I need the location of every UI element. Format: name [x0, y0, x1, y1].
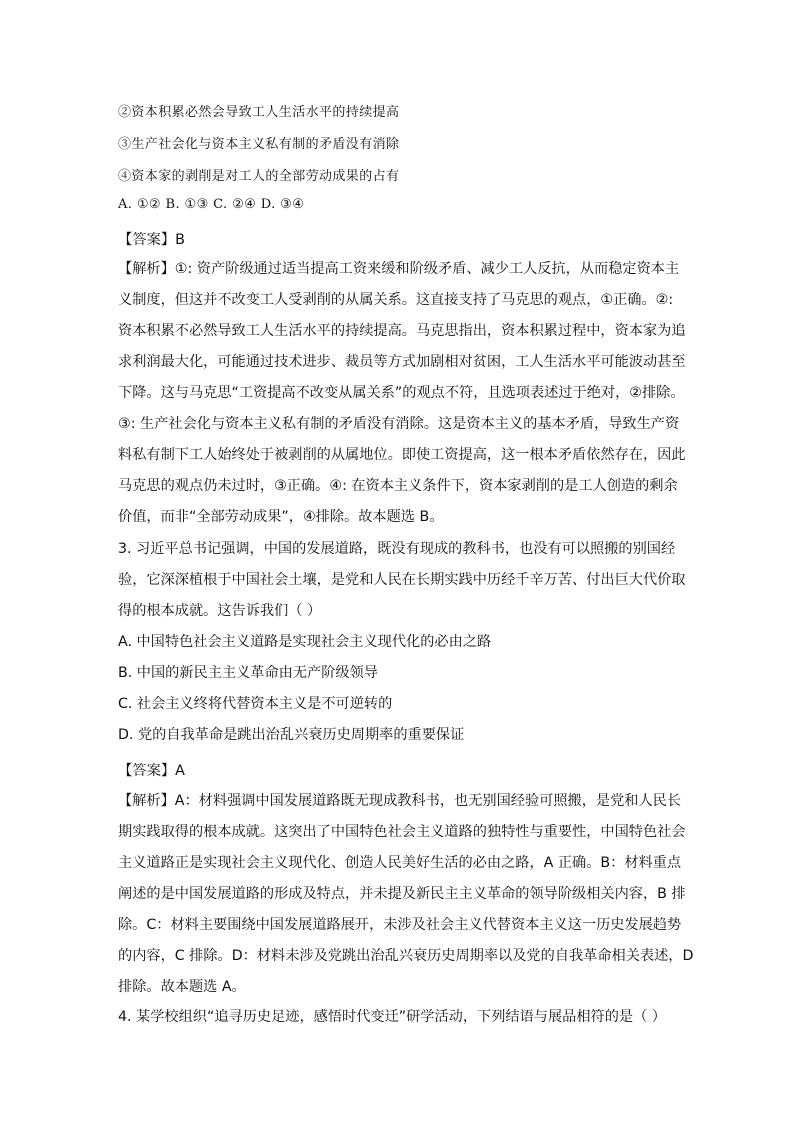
- q3-analysis-line: 期实践取得的根本成就。这突出了中国特色社会主义道路的独特性与重要性，中国特色社会: [118, 824, 686, 840]
- q2-analysis-line: 价值，而非“全部劳动成果”，④排除。故本题选 B。: [118, 509, 444, 525]
- q3-analysis-line: 的内容，C 排除。D：材料未涉及党跳出治乱兴衰历史周期率以及党的自我革命相关表述，D: [118, 948, 694, 964]
- q2-analysis-line: ③: 生产社会化与资本主义私有制的矛盾没有消除。这是资本主义的基本矛盾，导致生产资: [118, 416, 680, 432]
- q2-choices: A. ①② B. ①③ C. ②④ D. ③④: [118, 197, 305, 212]
- q3-analysis-line: 【解析】A：材料强调中国发展道路既无现成教科书，也无别国经验可照搬，是党和人民长: [118, 793, 682, 809]
- q2-analysis: [118, 254, 686, 533]
- q3-option-c: C. 社会主义终将代替资本主义是不可逆转的: [118, 696, 393, 712]
- q2-analysis-line: 求利润最大化，可能通过技术进步、裁员等方式加剧相对贫困，工人生活水平可能波动甚至: [118, 354, 686, 370]
- q3-answer: 【答案】A: [118, 763, 185, 779]
- q2-answer: 【答案】B: [118, 232, 185, 248]
- q3-options: [118, 627, 686, 751]
- q2-option-2: ②资本积累必然会导致工人生活水平的持续提高: [118, 105, 400, 120]
- q2-analysis-line: 资本积累不必然导致工人生活水平的持续提高。马克思指出，资本积累过程中，资本家为追: [118, 323, 686, 339]
- q3-analysis-line: 阐述的是中国发展道路的形成及特点，并未提及新民主主义革命的领导阶级相关内容，B 排: [118, 886, 686, 902]
- q2-analysis-line: 【解析】①: 资产阶级通过适当提高工资来缓和阶级矛盾、减少工人反抗，从而稳定资本主: [118, 261, 680, 277]
- q2-option-4: ④资本家的剥削是对工人的全部劳动成果的占有: [118, 169, 400, 184]
- q3-analysis-line: 主义道路正是实现社会主义现代化、创造人民美好生活的必由之路，A 正确。B：材料重点: [118, 855, 682, 871]
- q3-option-d: D. 党的自我革命是跳出治乱兴衰历史周期率的重要保证: [118, 727, 465, 743]
- q2-analysis-line: 下降。这与马克思“工资提高不改变从属关系”的观点不符，且选项表述过于绝对，②排除。: [118, 385, 685, 401]
- q2-analysis-line: 马克思的观点仍未过时，③正确。④: 在资本主义条件下，资本家剥削的是工人创造的剩余: [118, 478, 678, 494]
- q3-stem-line: 验，它深深植根于中国社会土壤，是党和人民在长期实践中历经千辛万苦、付出巨大代价取: [118, 572, 686, 588]
- q4-stem: [118, 1002, 686, 1033]
- q3-analysis-line: 除。C：材料主要围绕中国发展道路展开，未涉及社会主义代替资本主义这一历史发展趋势: [118, 917, 682, 933]
- q4-stem-line: 4. 某学校组织“追寻历史足迹，感悟时代变迁”研学活动，下列结语与展品相符的是（ ）: [118, 1009, 667, 1025]
- q3-analysis: [118, 786, 694, 1003]
- q3-stem: [118, 534, 686, 627]
- q3-analysis-line: 排除。故本题选 A。: [118, 979, 246, 995]
- q2-analysis-line: 义制度，但这并不改变工人受剥削的从属关系。这直接支持了马克思的观点，①正确。②:: [118, 292, 674, 308]
- q3-option-a: A. 中国特色社会主义道路是实现社会主义现代化的必由之路: [118, 634, 492, 650]
- q3-stem-line: 得的根本成就。这告诉我们（ ）: [118, 603, 322, 619]
- q2-option-3: ③生产社会化与资本主义私有制的矛盾没有消除: [118, 137, 400, 152]
- q3-stem-line: 3. 习近平总书记强调，中国的发展道路，既没有现成的教科书，也没有可以照搬的别国经: [118, 541, 676, 557]
- q2-analysis-line: 料私有制下工人始终处于被剥削的从属地位。即使工资提高，这一根本矛盾依然存在，因此: [118, 447, 686, 463]
- q3-option-b: B. 中国的新民主主义革命由无产阶级领导: [118, 665, 378, 681]
